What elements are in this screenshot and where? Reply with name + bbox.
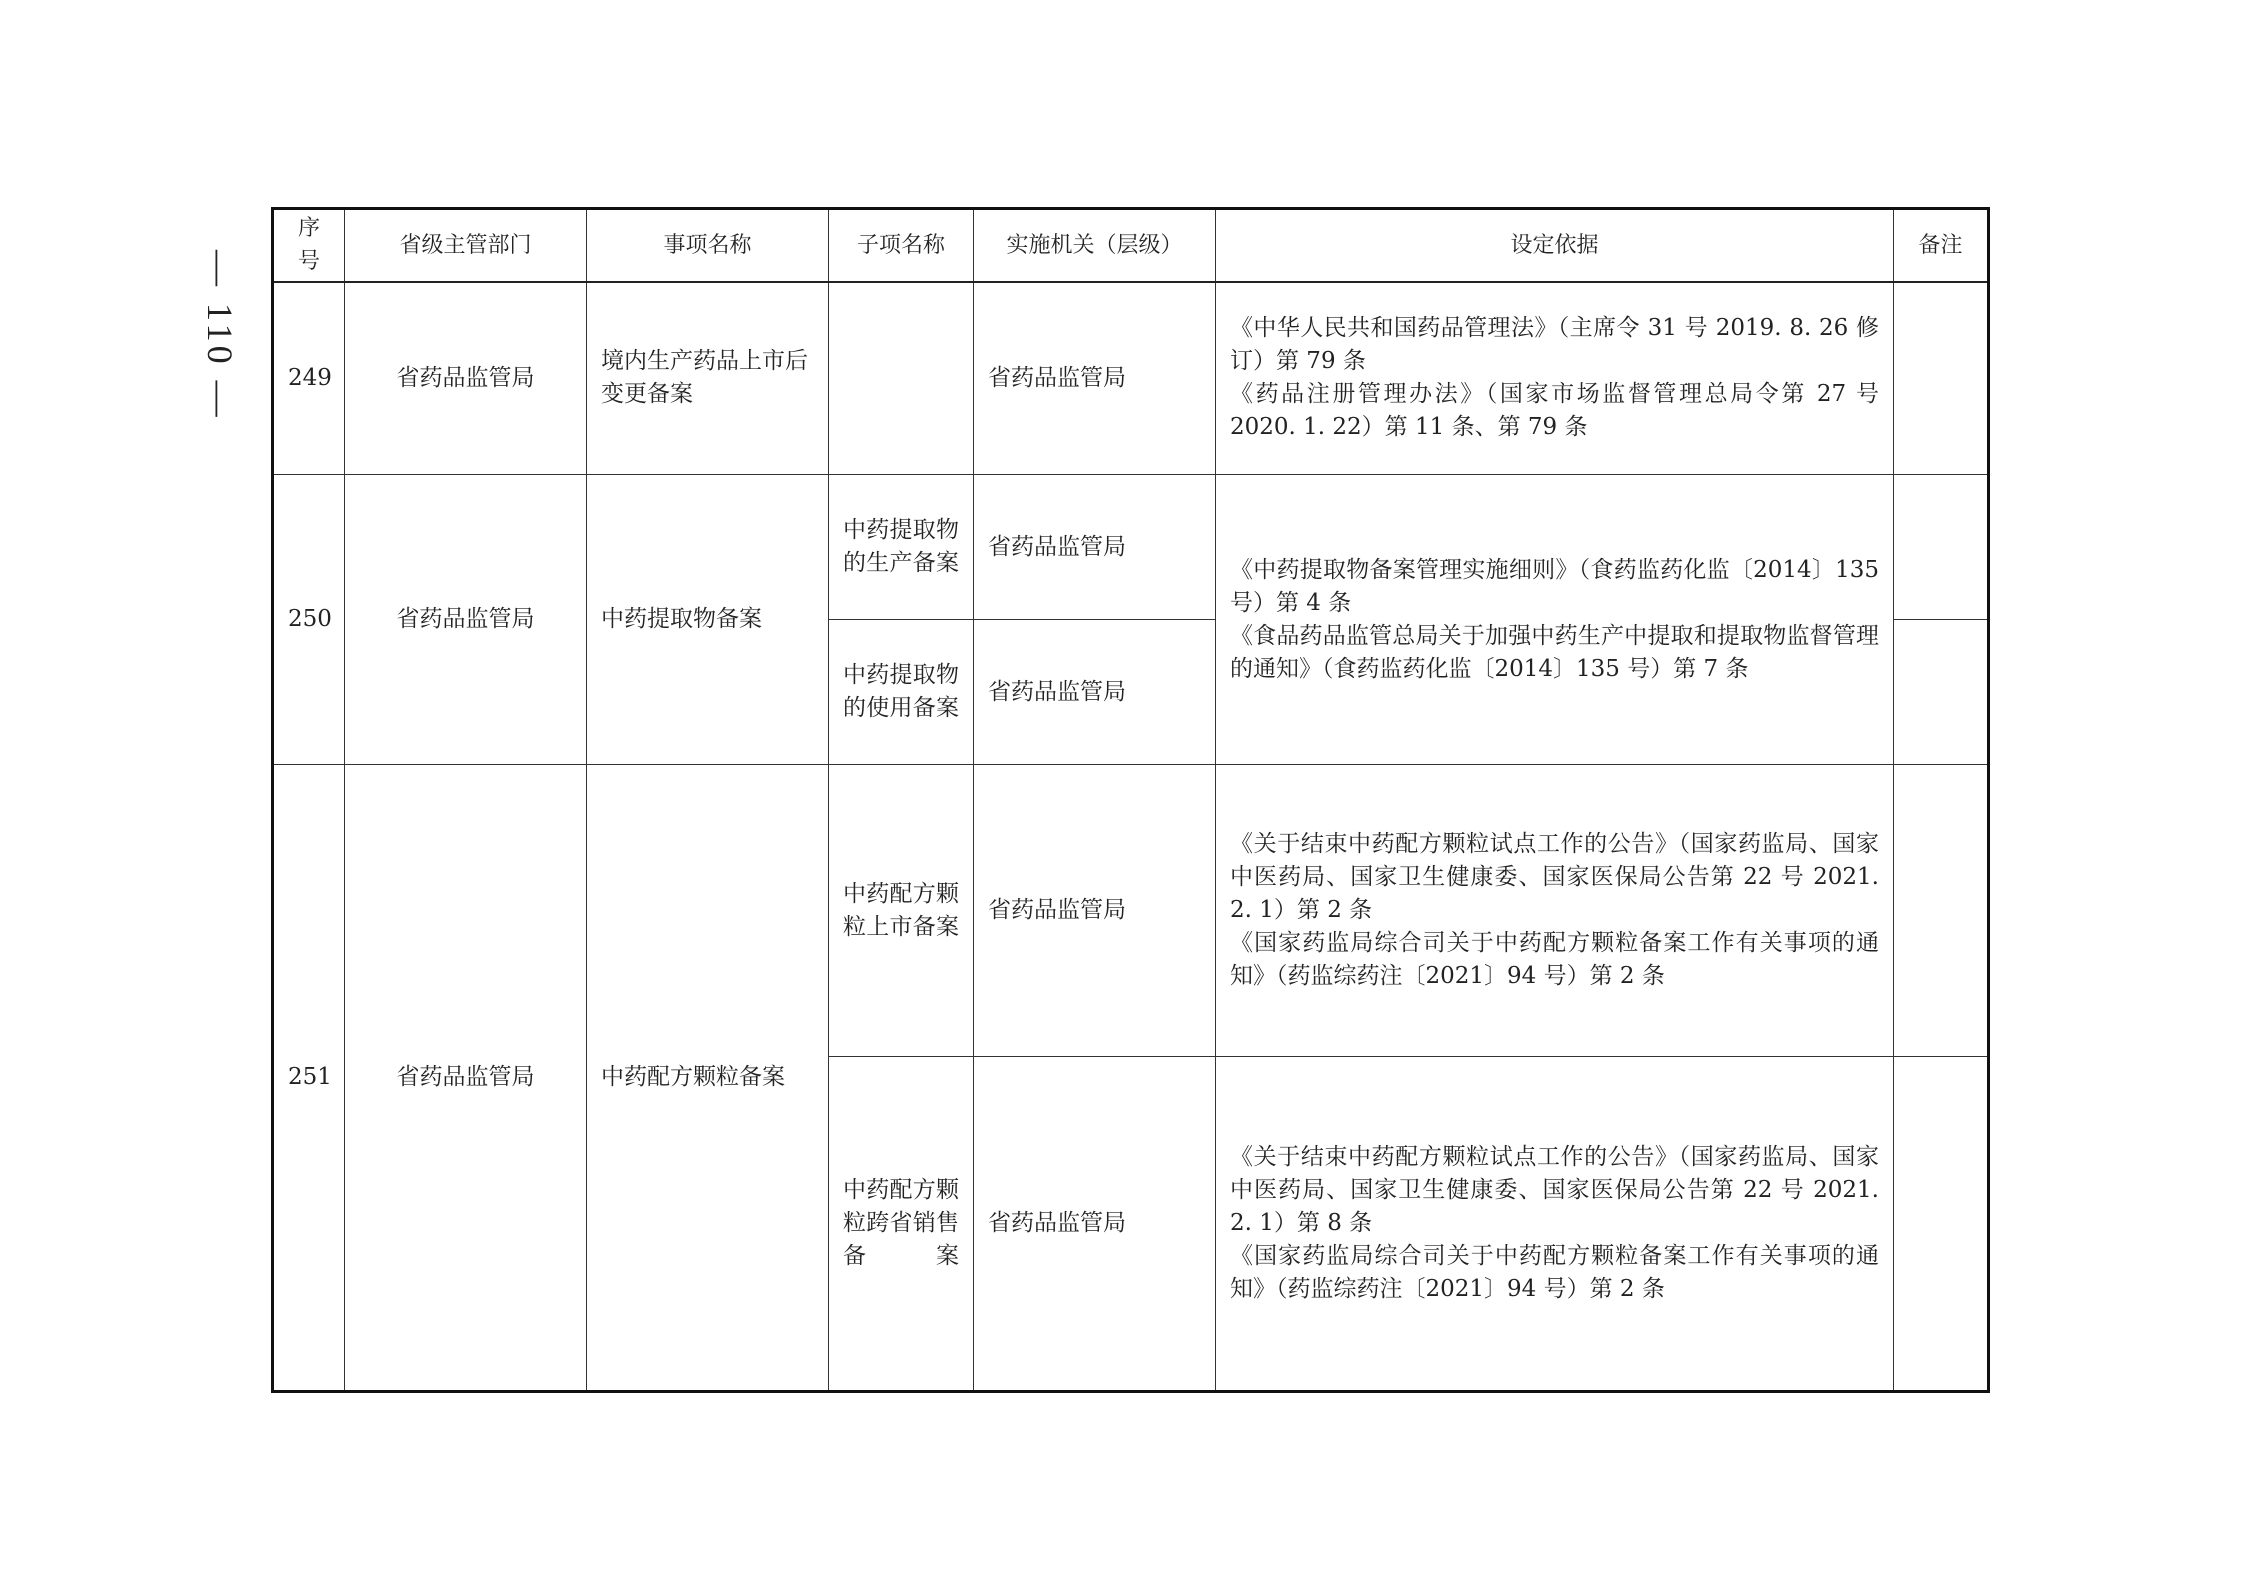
- row-item: 境内生产药品上市后变更备案: [587, 282, 829, 475]
- row-number: 251: [273, 765, 345, 1392]
- row-remark: [1894, 282, 1989, 475]
- table-row: [273, 282, 1989, 475]
- row-remark: [1894, 765, 1989, 1057]
- row-remark: [1894, 1057, 1989, 1392]
- row-number: 249: [273, 282, 345, 475]
- basis-line: 《关于结束中药配方颗粒试点工作的公告》（国家药监局、国家中医药局、国家卫生健康委、国家医保局公告第 22 号 2021. 2. 1）第 2 条: [1230, 831, 1879, 923]
- basis-line: 《国家药监局综合司关于中药配方颗粒备案工作有关事项的通知》（药监综药注〔2021〕94 号）第 2 条: [1230, 930, 1879, 989]
- header-subitem: 子项名称: [829, 209, 974, 282]
- row-dept: 省药品监管局: [345, 765, 587, 1392]
- header-item: 事项名称: [587, 209, 829, 282]
- row-dept: 省药品监管局: [345, 475, 587, 765]
- row-number: 250: [273, 475, 345, 765]
- row-agency: 省药品监管局: [974, 1057, 1216, 1392]
- row-basis: [1216, 282, 1894, 475]
- row-item: 中药提取物备案: [587, 475, 829, 765]
- basis-line: 《药品注册管理办法》（国家市场监督管理总局令第 27 号 2020. 1. 22）第 11 条、第 79 条: [1230, 381, 1879, 441]
- row-subitem: 中药提取物的使用备案: [829, 620, 974, 765]
- page-number: — 110 —: [200, 249, 240, 421]
- row-subitem: 中药提取物的生产备案: [829, 475, 974, 620]
- row-agency: 省药品监管局: [974, 620, 1216, 765]
- header-basis: 设定依据: [1216, 209, 1894, 282]
- row-subitem: 中药配方颗粒上市备案: [829, 765, 974, 1057]
- header-no: 序号: [273, 209, 345, 282]
- row-basis: [1216, 475, 1894, 765]
- row-item: 中药配方颗粒备案: [587, 765, 829, 1392]
- header-remark: 备注: [1894, 209, 1989, 282]
- basis-line: 《国家药监局综合司关于中药配方颗粒备案工作有关事项的通知》（药监综药注〔2021〕94 号）第 2 条: [1230, 1243, 1879, 1302]
- row-basis: [1216, 1057, 1894, 1392]
- row-remark: [1894, 475, 1989, 620]
- table-row: [273, 765, 1989, 1057]
- row-agency: 省药品监管局: [974, 765, 1216, 1057]
- row-agency: 省药品监管局: [974, 475, 1216, 620]
- header-row: [273, 209, 1989, 282]
- table-row: [273, 475, 1989, 620]
- row-remark: [1894, 620, 1989, 765]
- row-agency: 省药品监管局: [974, 282, 1216, 475]
- header-agency: 实施机关（层级）: [974, 209, 1216, 282]
- header-dept: 省级主管部门: [345, 209, 587, 282]
- basis-line: 《中药提取物备案管理实施细则》（食药监药化监〔2014〕135 号）第 4 条: [1230, 556, 1879, 616]
- matters-table: [271, 207, 1990, 1393]
- basis-line: 《食品药品监管总局关于加强中药生产中提取和提取物监督管理的通知》（食药监药化监〔2014〕135 号）第 7 条: [1230, 622, 1879, 682]
- row-subitem: [829, 282, 974, 475]
- basis-line: 《关于结束中药配方颗粒试点工作的公告》（国家药监局、国家中医药局、国家卫生健康委、国家医保局公告第 22 号 2021. 2. 1）第 8 条: [1230, 1144, 1879, 1236]
- row-subitem: 中药配方颗粒跨省销售备案: [829, 1057, 974, 1392]
- row-basis: [1216, 765, 1894, 1057]
- basis-line: 《中华人民共和国药品管理法》（主席令 31 号 2019. 8. 26 修订）第 79 条: [1230, 315, 1879, 375]
- row-dept: 省药品监管局: [345, 282, 587, 475]
